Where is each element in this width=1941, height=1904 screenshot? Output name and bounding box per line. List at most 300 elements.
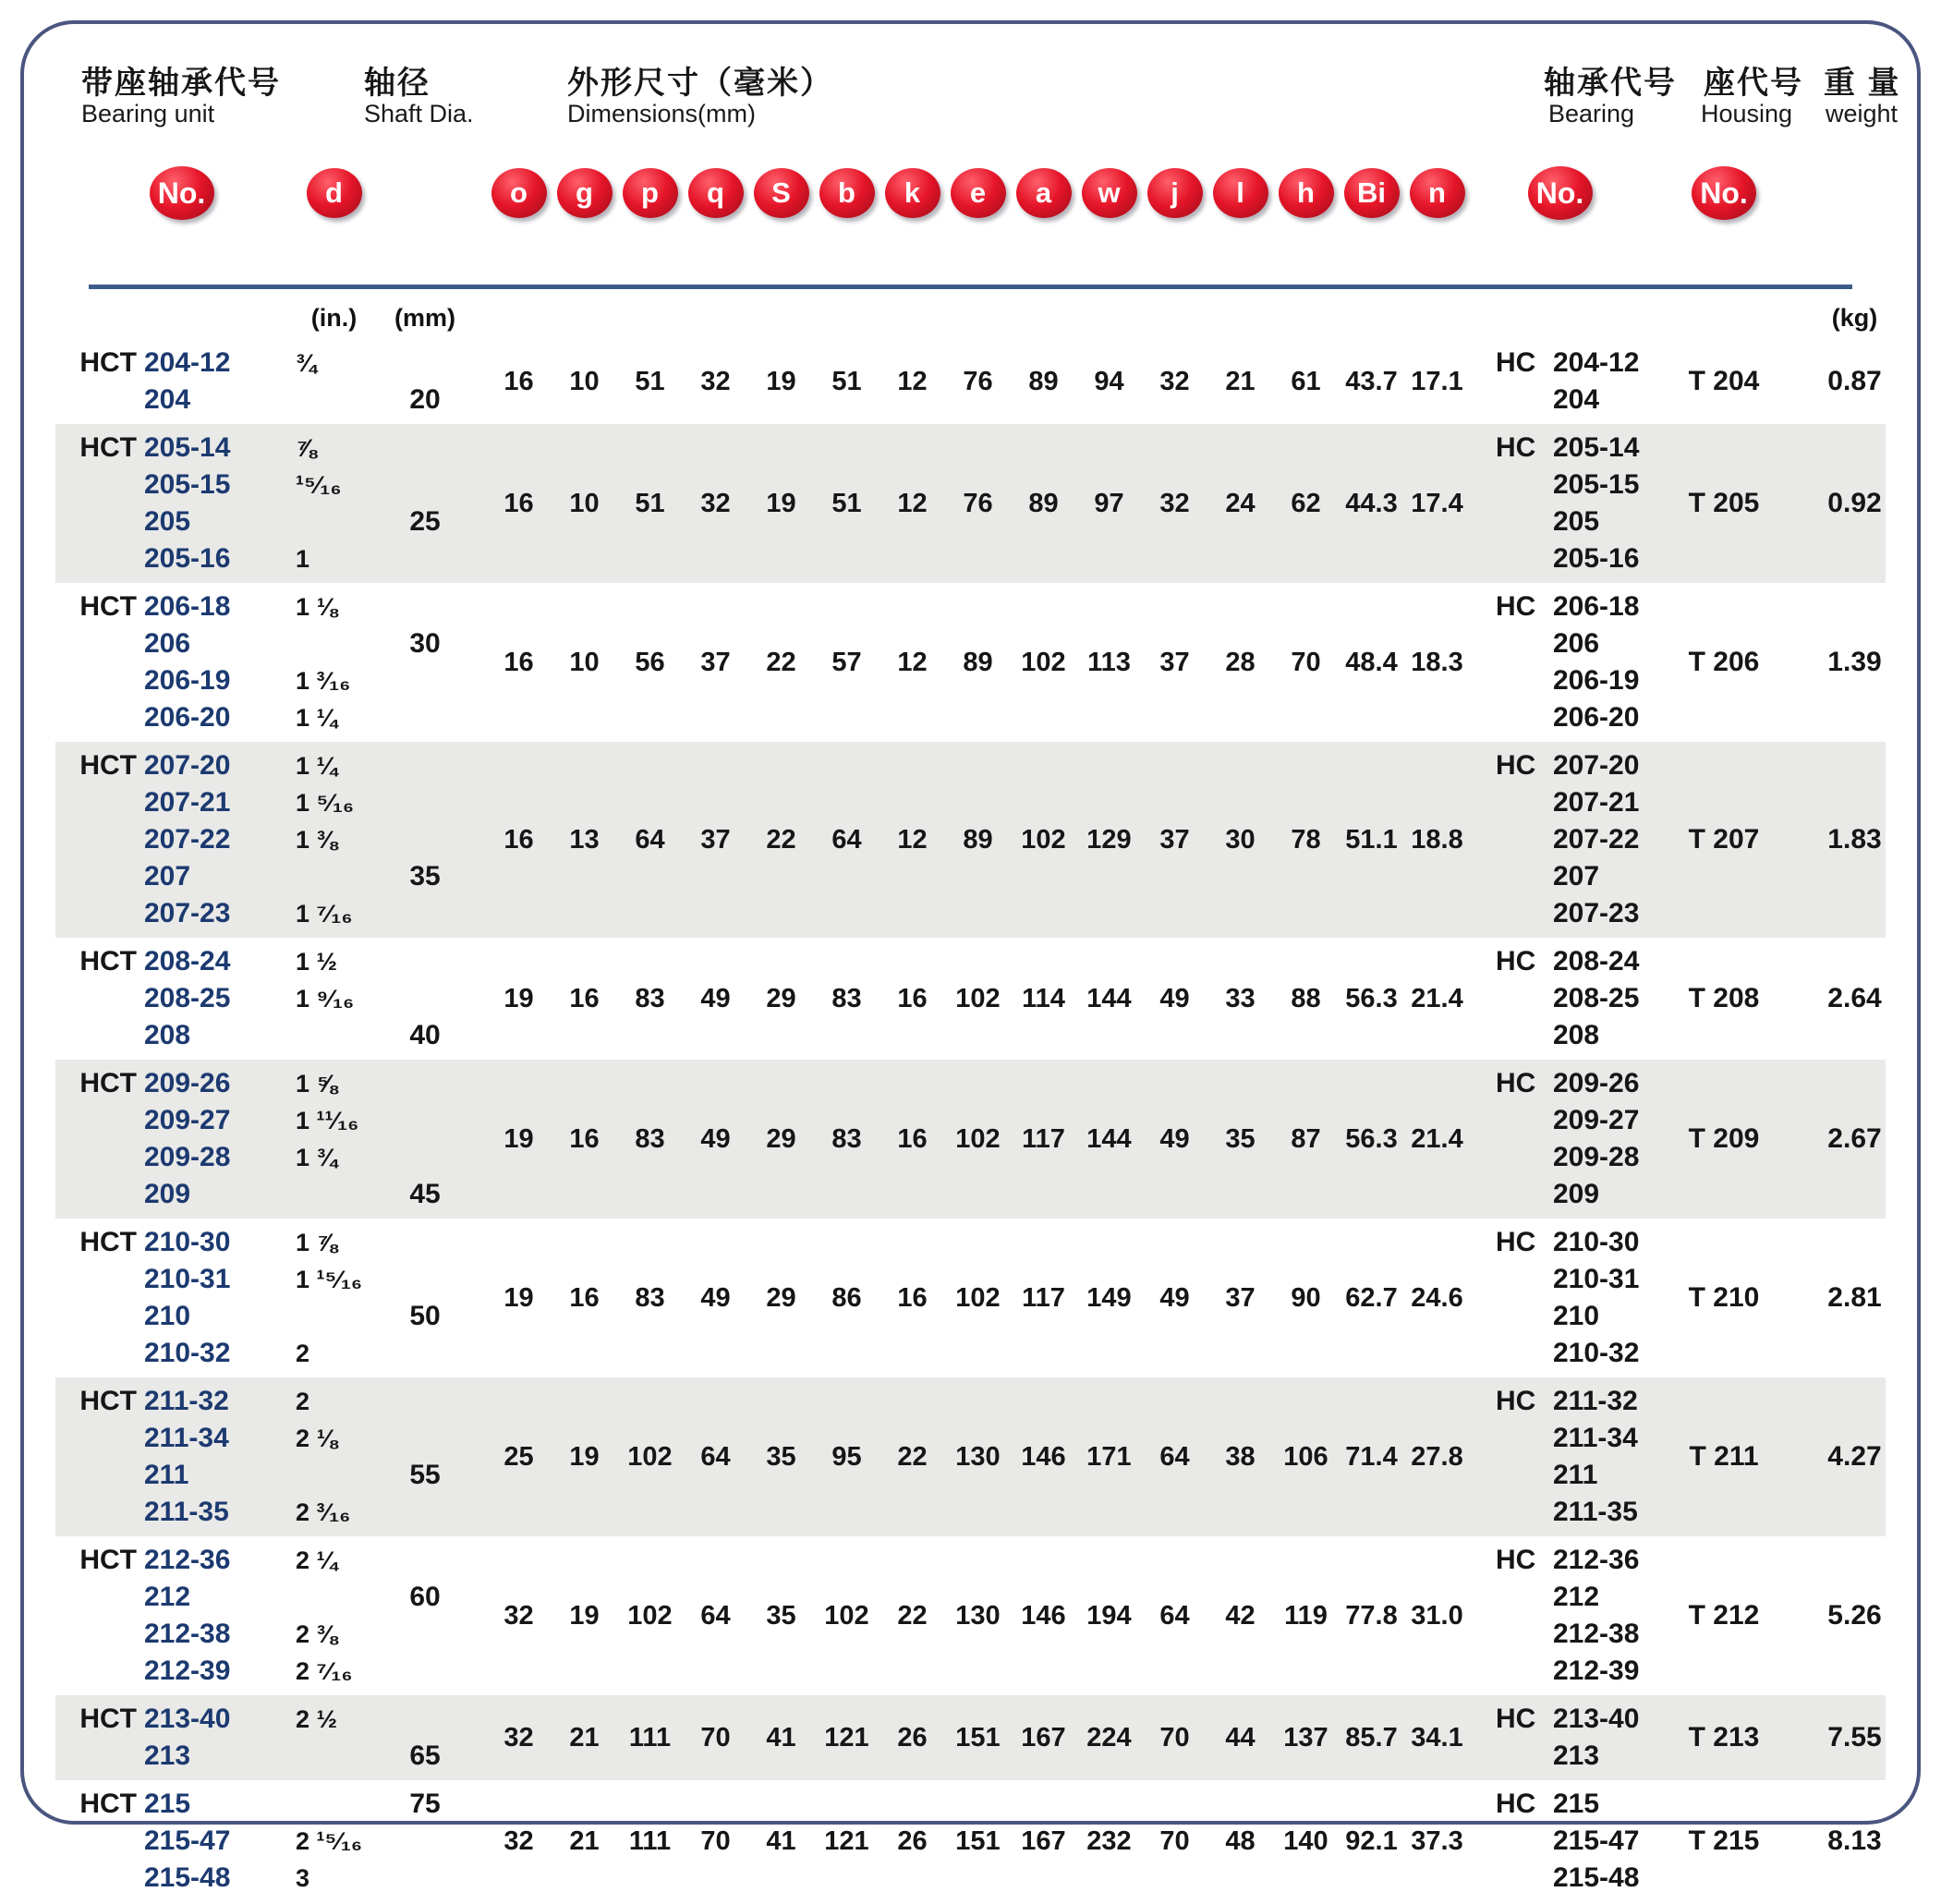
dim-value: 70: [700, 1722, 731, 1752]
bearing-code-line: [1496, 1065, 1650, 1102]
dim-value: 19: [569, 1600, 600, 1631]
housing-no: T 209: [1688, 1123, 1760, 1154]
dim-value: 19: [766, 488, 796, 518]
shaft-dia-in: 1 ⁵⁄₁₆: [296, 788, 355, 817]
dim-value: 83: [635, 1123, 665, 1154]
hct-prefix: HCT: [79, 1386, 137, 1416]
bearing-code: 215: [1553, 1789, 1600, 1819]
badge-dim-letter: a: [1016, 168, 1072, 218]
hc-prefix: HC: [1496, 1227, 1536, 1257]
dim-value: 76: [963, 366, 993, 396]
badge-dim-letter: e: [951, 168, 1006, 218]
shaft-dia-in: ¹⁵⁄₁₆: [296, 470, 342, 499]
shaft-dia-in: 2 ¹⁵⁄₁₆: [296, 1826, 363, 1855]
dim-value: 37: [1159, 647, 1190, 677]
weight-kg: 2.81: [1827, 1282, 1882, 1313]
bearing-unit-code: 210-30: [144, 1227, 231, 1257]
bearing-code: 211-32: [1553, 1386, 1638, 1416]
weight-kg: 2.67: [1827, 1123, 1882, 1154]
dim-value: 33: [1225, 983, 1256, 1013]
dim-value: 37: [1159, 824, 1190, 855]
col-title-bearing-unit-zh: 带座轴承代号: [81, 66, 281, 101]
bearing-unit-code: 206-18: [144, 591, 231, 622]
hct-prefix: HCT: [79, 347, 137, 378]
housing-no: T 211: [1689, 1441, 1759, 1472]
shaft-dia-in: 1 ¼: [296, 703, 338, 732]
shaft-dia-in: 1 ⁹⁄₁₆: [296, 984, 355, 1013]
dim-value: 32: [503, 1600, 534, 1631]
badge-dim-letter: g: [557, 168, 613, 218]
dim-value: 12: [897, 824, 928, 855]
dim-value: 44.3: [1345, 488, 1398, 518]
bearing-unit-code: 205-15: [144, 469, 231, 500]
dim-value: 121: [824, 1722, 869, 1752]
dim-value: 129: [1086, 824, 1132, 855]
dim-value: 144: [1086, 1123, 1132, 1154]
bearing-unit-code: 215-48: [144, 1862, 231, 1893]
hc-prefix: HC: [1496, 750, 1536, 781]
bearing-unit-code: 209-26: [144, 1068, 231, 1098]
dim-value: 12: [897, 647, 928, 677]
bearing-code: 211-34: [1553, 1423, 1638, 1453]
weight-kg: 8.13: [1827, 1825, 1882, 1856]
bearing-code-lines: [1470, 1786, 1650, 1897]
bearing-code-line: [1496, 625, 1650, 662]
bearing-unit-code: 212: [144, 1582, 191, 1612]
dim-value: 87: [1291, 1123, 1321, 1154]
dimension-values: [467, 1723, 1470, 1753]
bearing-code-lines: [1470, 1224, 1650, 1372]
bearing-unit-code: 208: [144, 1020, 191, 1050]
bearing-code-line: [1496, 858, 1650, 895]
hct-prefix: HCT: [79, 1704, 137, 1734]
dim-value: 146: [1021, 1441, 1066, 1472]
dim-value: 194: [1086, 1600, 1132, 1631]
bearing-unit-line: [78, 699, 467, 736]
bearing-table: [55, 339, 1886, 1902]
dim-value: 70: [1159, 1825, 1190, 1856]
bearing-unit-line: [78, 1383, 467, 1420]
shaft-dia-mm: 55: [409, 1460, 441, 1490]
bearing-unit-lines: [78, 345, 467, 418]
dim-value: 21: [569, 1825, 600, 1856]
dim-value: 62.7: [1345, 1282, 1398, 1313]
dimension-values: [467, 1826, 1470, 1857]
dim-value: 106: [1283, 1441, 1328, 1472]
bearing-code-line: [1496, 1420, 1650, 1457]
dimension-values: [467, 1283, 1470, 1314]
housing-no: T 213: [1688, 1722, 1760, 1752]
shaft-dia-mm: 30: [409, 628, 441, 659]
bearing-code: 210-32: [1553, 1338, 1640, 1368]
bearing-unit-code: 215-47: [144, 1825, 231, 1856]
bearing-code-line: [1496, 980, 1650, 1017]
shaft-dia-in: 1 ¹¹⁄₁₆: [296, 1106, 359, 1134]
bearing-code: 209-28: [1553, 1142, 1640, 1172]
dim-value: 61: [1291, 366, 1321, 396]
bearing-unit-code: 204: [144, 384, 191, 415]
hct-prefix: HCT: [79, 432, 137, 463]
hc-prefix: HC: [1496, 1545, 1536, 1575]
bearing-unit-code: 209: [144, 1179, 191, 1209]
dim-value: 16: [503, 824, 534, 855]
bearing-unit-line: [78, 1065, 467, 1102]
bearing-unit-line: [78, 467, 467, 503]
bearing-unit-code: 207-21: [144, 787, 231, 818]
table-row-group: [55, 1695, 1886, 1780]
dim-value: 41: [766, 1825, 796, 1856]
col-title-shaft-dia-zh: 轴径: [364, 66, 431, 101]
bearing-unit-code: 211-35: [144, 1497, 229, 1527]
dim-value: 24: [1225, 488, 1256, 518]
table-header: [24, 24, 1917, 289]
bearing-code: 205-14: [1553, 432, 1640, 463]
bearing-code-line: [1496, 430, 1650, 467]
bearing-code-line: [1496, 1653, 1650, 1690]
table-row-group: [55, 742, 1886, 938]
bearing-code: 207-22: [1553, 824, 1640, 855]
dim-value: 29: [766, 1123, 796, 1154]
hc-prefix: HC: [1496, 591, 1536, 622]
shaft-dia-in: 1 ⅝: [296, 1069, 338, 1098]
bearing-unit-lines: [78, 1224, 467, 1372]
shaft-dia-mm: 65: [409, 1740, 441, 1771]
dim-value: 76: [963, 488, 993, 518]
dim-value: 26: [897, 1825, 928, 1856]
badge-dim-letter: b: [819, 168, 875, 218]
dim-value: 35: [1225, 1123, 1256, 1154]
dim-value: 95: [831, 1441, 862, 1472]
dim-value: 51: [831, 488, 862, 518]
shaft-dia-in: 3: [296, 1863, 310, 1892]
bearing-unit-code: 206-19: [144, 665, 231, 696]
bearing-unit-line: [78, 980, 467, 1017]
dim-value: 51: [831, 366, 862, 396]
shaft-dia-in: 1 ⅜: [296, 825, 338, 854]
housing-no: T 208: [1688, 983, 1760, 1013]
bearing-unit-code: 213-40: [144, 1704, 231, 1734]
bearing-unit-lines: [78, 1701, 467, 1775]
bearing-unit-code: 210: [144, 1301, 191, 1331]
dim-value: 83: [831, 1123, 862, 1154]
housing-no: T 215: [1688, 1825, 1760, 1856]
badge-dim-letter: k: [885, 168, 940, 218]
dim-value: 10: [569, 647, 600, 677]
dim-value: 64: [1159, 1441, 1190, 1472]
shaft-dia-mm: 35: [409, 861, 441, 891]
dim-value: 28: [1225, 647, 1256, 677]
shaft-dia-mm: 20: [409, 384, 441, 415]
dim-value: 149: [1086, 1282, 1132, 1313]
col-title-shaft-dia-en: Shaft Dia.: [364, 100, 474, 127]
dim-value: 21.4: [1411, 1123, 1463, 1154]
dim-value: 56.3: [1345, 1123, 1398, 1154]
col-title-bearing-en: Bearing: [1548, 100, 1635, 127]
col-title-weight-en: weight: [1826, 100, 1899, 127]
dim-value: 102: [627, 1441, 673, 1472]
shaft-dia-mm: 50: [409, 1301, 441, 1331]
bearing-code: 206-20: [1553, 702, 1640, 733]
bearing-unit-line: [78, 858, 467, 895]
dim-value: 26: [897, 1722, 928, 1752]
shaft-dia-in: 1 ¾: [296, 1143, 338, 1171]
bearing-unit-code: 207-22: [144, 824, 231, 855]
shaft-dia-in: 2 ½: [296, 1704, 338, 1733]
bearing-code-line: [1496, 1224, 1650, 1261]
bearing-unit-line: [78, 1542, 467, 1579]
dim-value: 56: [635, 647, 665, 677]
bearing-code: 209: [1553, 1179, 1600, 1209]
bearing-code-line: [1496, 895, 1650, 932]
dim-value: 32: [503, 1722, 534, 1752]
dim-value: 37: [700, 647, 731, 677]
col-title-housing-en: Housing: [1701, 100, 1793, 127]
bearing-code-line: [1496, 784, 1650, 821]
bearing-code-line: [1496, 1786, 1650, 1823]
housing-no: T 205: [1688, 488, 1760, 518]
dim-value: 24.6: [1411, 1282, 1463, 1313]
dim-value: 51: [635, 488, 665, 518]
bearing-code: 207: [1553, 861, 1600, 891]
dim-value: 19: [569, 1441, 600, 1472]
dim-value: 121: [824, 1825, 869, 1856]
header-divider: [89, 285, 1852, 289]
bearing-unit-line: [78, 1176, 467, 1213]
dim-value: 92.1: [1345, 1825, 1398, 1856]
dim-value: 89: [963, 647, 993, 677]
dim-value: 64: [635, 824, 665, 855]
bearing-unit-line: [78, 430, 467, 467]
dimension-values: [467, 367, 1470, 397]
dim-value: 102: [627, 1600, 673, 1631]
bearing-unit-code: 211-32: [144, 1386, 229, 1416]
dim-value: 51: [635, 366, 665, 396]
dim-value: 31.0: [1411, 1600, 1463, 1631]
unit-label-mm: (mm): [394, 303, 455, 332]
dim-value: 102: [955, 983, 1001, 1013]
col-title-dimensions-en: Dimensions(mm): [567, 100, 757, 127]
dim-value: 48: [1225, 1825, 1256, 1856]
bearing-code-line: [1496, 1261, 1650, 1298]
table-row-group: [55, 339, 1886, 424]
unit-label-kg: (kg): [1831, 303, 1878, 332]
bearing-unit-lines: [78, 943, 467, 1054]
bearing-code-line: [1496, 1102, 1650, 1139]
dimension-values: [467, 1124, 1470, 1155]
bearing-code-line: [1496, 1176, 1650, 1213]
shaft-dia-in: 2 ³⁄₁₆: [296, 1498, 351, 1526]
bearing-unit-line: [78, 1261, 467, 1298]
dim-value: 113: [1087, 647, 1131, 677]
shaft-dia-in: 1 ³⁄₁₆: [296, 666, 351, 695]
dim-value: 117: [1022, 1123, 1065, 1154]
shaft-dia-in: 2 ⁷⁄₁₆: [296, 1656, 353, 1685]
dimension-values: [467, 648, 1470, 678]
table-row-group: [55, 1060, 1886, 1219]
bearing-unit-lines: [78, 1786, 467, 1897]
badge-no-housing: No.: [1692, 166, 1756, 220]
col-title-bearing-unit-en: Bearing unit: [81, 100, 215, 127]
bearing-code-line: [1496, 1017, 1650, 1054]
dim-value: 56.3: [1345, 983, 1398, 1013]
bearing-code: 205-15: [1553, 469, 1640, 500]
shaft-dia-mm: 60: [409, 1582, 441, 1612]
dim-value: 19: [503, 1282, 534, 1313]
dim-value: 94: [1094, 366, 1124, 396]
bearing-code-line: [1496, 1383, 1650, 1420]
shaft-dia-in: 1 ⅞: [296, 1228, 338, 1256]
badge-no-bearing: No.: [1528, 166, 1593, 220]
dim-value: 37: [700, 824, 731, 855]
bearing-unit-code: 207-20: [144, 750, 231, 781]
dimension-values: [467, 984, 1470, 1014]
weight-kg: 7.55: [1827, 1722, 1882, 1752]
dim-value: 29: [766, 1282, 796, 1313]
dim-value: 16: [569, 983, 600, 1013]
bearing-code: 211-35: [1553, 1497, 1638, 1527]
bearing-code-line: [1496, 503, 1650, 540]
bearing-unit-lines: [78, 430, 467, 577]
badge-no-bearing-unit: No.: [150, 166, 214, 220]
dim-value: 78: [1291, 824, 1321, 855]
bearing-code-lines: [1470, 747, 1650, 932]
bearing-code: 215-48: [1553, 1862, 1640, 1893]
dim-value: 22: [766, 647, 796, 677]
dim-value: 167: [1021, 1825, 1066, 1856]
bearing-unit-line: [78, 1102, 467, 1139]
dim-value: 43.7: [1345, 366, 1398, 396]
dim-value: 21: [569, 1722, 600, 1752]
housing-no: T 204: [1688, 366, 1760, 396]
bearing-unit-lines: [78, 1383, 467, 1531]
dim-value: 34.1: [1411, 1722, 1463, 1752]
table-row-group: [55, 1536, 1886, 1695]
bearing-unit-code: 211: [144, 1460, 189, 1490]
bearing-unit-line: [78, 1738, 467, 1775]
dim-value: 89: [963, 824, 993, 855]
bearing-code: 215-47: [1553, 1825, 1640, 1856]
weight-kg: 0.87: [1827, 366, 1882, 396]
bearing-code-line: [1496, 1542, 1650, 1579]
bearing-unit-lines: [78, 588, 467, 736]
badge-dim-letter: l: [1213, 168, 1268, 218]
bearing-code-line: [1496, 1494, 1650, 1531]
dim-value: 232: [1086, 1825, 1132, 1856]
dim-value: 130: [955, 1441, 1001, 1472]
bearing-unit-code: 209-27: [144, 1105, 231, 1135]
weight-kg: 0.92: [1827, 488, 1882, 518]
dim-value: 83: [635, 1282, 665, 1313]
dim-value: 12: [897, 366, 928, 396]
bearing-code-line: [1496, 1457, 1650, 1494]
bearing-code: 205: [1553, 506, 1600, 537]
bearing-code-lines: [1470, 1383, 1650, 1531]
dim-value: 140: [1283, 1825, 1328, 1856]
col-title-bearing-zh: 轴承代号: [1544, 66, 1677, 101]
hc-prefix: HC: [1496, 1068, 1536, 1098]
bearing-unit-code: 212-36: [144, 1545, 231, 1575]
bearing-unit-line: [78, 784, 467, 821]
hc-prefix: HC: [1496, 347, 1536, 378]
bearing-code: 204: [1553, 384, 1600, 415]
bearing-unit-line: [78, 345, 467, 382]
dim-value: 119: [1284, 1600, 1328, 1631]
dim-value: 44: [1225, 1722, 1256, 1752]
dim-value: 57: [831, 647, 862, 677]
table-row-group: [55, 1377, 1886, 1536]
shaft-dia-mm: 45: [409, 1179, 441, 1209]
table-row-group: [55, 1780, 1886, 1902]
bearing-unit-line: [78, 943, 467, 980]
dim-value: 19: [503, 983, 534, 1013]
dim-value: 85.7: [1345, 1722, 1398, 1752]
shaft-dia-in: 1 ⅛: [296, 592, 338, 621]
dim-value: 29: [766, 983, 796, 1013]
dim-value: 144: [1086, 983, 1132, 1013]
bearing-unit-line: [78, 1420, 467, 1457]
bearing-code: 204-12: [1553, 347, 1640, 378]
dim-value: 102: [955, 1123, 1001, 1154]
shaft-dia-in: 1 ½: [296, 947, 338, 976]
weight-kg: 2.64: [1827, 983, 1882, 1013]
dim-value: 32: [1159, 366, 1190, 396]
dim-value: 32: [503, 1825, 534, 1856]
bearing-unit-code: 206: [144, 628, 191, 659]
bearing-unit-code: 209-28: [144, 1142, 231, 1172]
dim-value: 16: [569, 1123, 600, 1154]
bearing-unit-line: [78, 1139, 467, 1176]
dim-value: 117: [1022, 1282, 1065, 1313]
bearing-code: 208-24: [1553, 946, 1640, 976]
dim-value: 32: [1159, 488, 1190, 518]
dimension-values: [467, 1601, 1470, 1631]
dim-value: 22: [897, 1600, 928, 1631]
dim-value: 89: [1028, 366, 1059, 396]
bearing-unit-code: 212-39: [144, 1655, 231, 1686]
dim-value: 70: [1291, 647, 1321, 677]
hct-prefix: HCT: [79, 1545, 137, 1575]
dim-value: 27.8: [1411, 1441, 1463, 1472]
bearing-code: 208-25: [1553, 983, 1640, 1013]
bearing-unit-lines: [78, 747, 467, 932]
dim-value: 22: [766, 824, 796, 855]
weight-kg: 1.39: [1827, 647, 1882, 677]
dim-value: 16: [503, 647, 534, 677]
bearing-unit-line: [78, 1653, 467, 1690]
bearing-unit-lines: [78, 1542, 467, 1690]
dim-value: 77.8: [1345, 1600, 1398, 1631]
bearing-code-line: [1496, 588, 1650, 625]
dim-value: 17.4: [1411, 488, 1463, 518]
bearing-code-line: [1496, 1860, 1650, 1897]
bearing-unit-code: 208-24: [144, 946, 231, 976]
bearing-unit-line: [78, 1017, 467, 1054]
dim-value: 64: [831, 824, 862, 855]
hc-prefix: HC: [1496, 1704, 1536, 1734]
bearing-unit-line: [78, 503, 467, 540]
badge-d: d: [307, 168, 362, 218]
badge-dim-letter: S: [754, 168, 809, 218]
bearing-code: 212-39: [1553, 1655, 1640, 1686]
dim-value: 83: [635, 983, 665, 1013]
dim-value: 64: [700, 1600, 731, 1631]
bearing-unit-line: [78, 1786, 467, 1823]
dim-value: 37: [1225, 1282, 1256, 1313]
dim-value: 49: [700, 1282, 731, 1313]
bearing-code-line: [1496, 382, 1650, 418]
bearing-unit-code: 215: [144, 1789, 191, 1819]
dim-value: 111: [628, 1722, 672, 1752]
